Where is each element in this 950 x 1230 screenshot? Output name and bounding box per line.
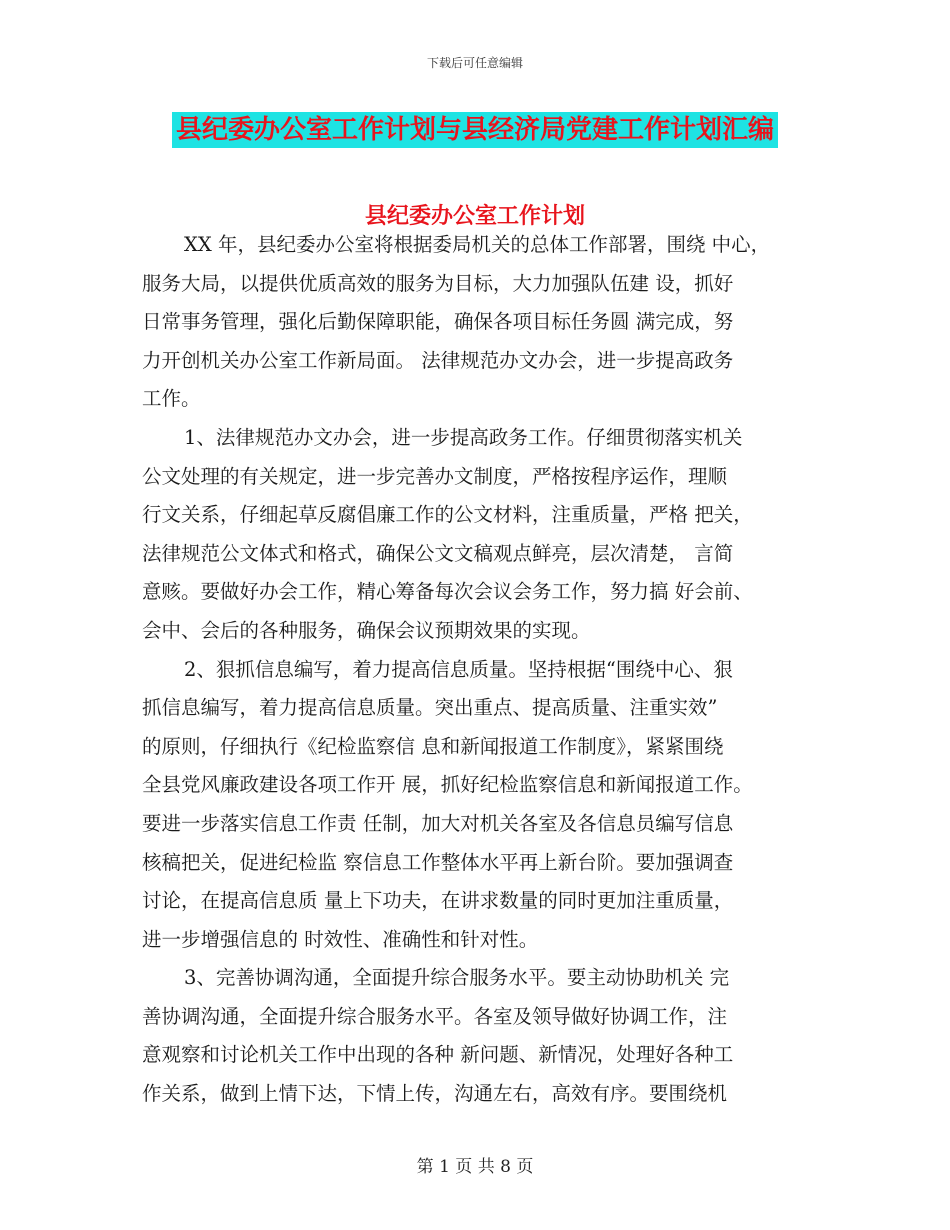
section-title: 县纪委办公室工作计划 — [364, 204, 585, 229]
page-number: 第 1 页 共 8 页 — [416, 1157, 534, 1177]
paragraph-line: 2、狠抓信息编写，着力提高信息质量。坚持根据“围绕中心、狠 — [184, 657, 733, 681]
paragraph-item-3 — [142, 959, 822, 1113]
paragraph-line: 抓信息编写，着力提高信息质量。突出重点、提高质量、注重实效” — [142, 696, 718, 720]
paragraph-line: 工作。 — [142, 387, 201, 411]
document-title: 县纪委办公室工作计划与县经济局党建工作计划汇编 — [172, 112, 778, 148]
document-body — [142, 226, 822, 1114]
paragraph-intro — [142, 226, 822, 419]
paragraph-line: 意观察和讨论机关工作中出现的各种 新问题、新情况，处理好各种工 — [142, 1043, 734, 1067]
page-header-note: 下载后可任意编辑 — [426, 56, 523, 70]
paragraph-line: 的原则，仔细执行《纪检监察信 息和新闻报道工作制度》，紧紧围绕 — [142, 734, 724, 758]
paragraph-line: 核稿把关，促进纪检监 察信息工作整体水平再上新台阶。要加强调查 — [142, 850, 734, 874]
paragraph-line: 行文关系，仔细起草反腐倡廉工作的公文材料，注重质量，严格 把关， — [142, 503, 753, 527]
paragraph-line: 法律规范公文体式和格式，确保公文文稿观点鲜亮，层次清楚， 言简 — [142, 541, 734, 565]
paragraph-item-1 — [142, 419, 822, 651]
paragraph-line: 讨论，在提高信息质 量上下功夫，在讲求数量的同时更加注重质量， — [142, 889, 734, 913]
paragraph-line: 意赅。要做好办会工作，精心筹备每次会议会务工作，努力搞 好会前、 — [142, 580, 753, 604]
paragraph-line: 公文处理的有关规定，进一步完善办文制度，严格按程序运作，理顺 — [142, 464, 728, 488]
paragraph-line: 服务大局，以提供优质高效的服务为目标，大力加强队伍建 设，抓好 — [142, 271, 734, 295]
paragraph-line: 作关系，做到上情下达，下情上传，沟通左右，高效有序。要围绕机 — [142, 1082, 728, 1106]
paragraph-item-2 — [142, 651, 822, 960]
paragraph-line: 进一步增强信息的 时效性、准确性和针对性。 — [142, 927, 539, 951]
paragraph-line: 3、完善协调沟通，全面提升综合服务水平。要主动协助机关 完 — [184, 966, 730, 990]
paragraph-line: 力开创机关办公室工作新局面。 法律规范办文办会，进一步提高政务 — [142, 348, 734, 372]
paragraph-line: 会中、会后的各种服务，确保会议预期效果的实现。 — [142, 618, 591, 642]
paragraph-line: 日常事务管理，强化后勤保障职能，确保各项目标任务圆 满完成，努 — [142, 310, 734, 334]
paragraph-line: 善协调沟通，全面提升综合服务水平。各室及领导做好协调工作，注 — [142, 1004, 728, 1028]
document-title-container — [0, 112, 950, 148]
paragraph-line: XX 年，县纪委办公室将根据委局机关的总体工作部署，围绕 中心， — [184, 233, 771, 256]
paragraph-line: 要进一步落实信息工作责 任制，加大对机关各室及各信息员编写信息 — [142, 811, 734, 835]
paragraph-line: 1、法律规范办文办会，进一步提高政务工作。仔细贯彻落实机关 — [184, 425, 743, 449]
paragraph-line: 全县党风廉政建设各项工作开 展，抓好纪检监察信息和新闻报道工作。 — [142, 773, 753, 797]
